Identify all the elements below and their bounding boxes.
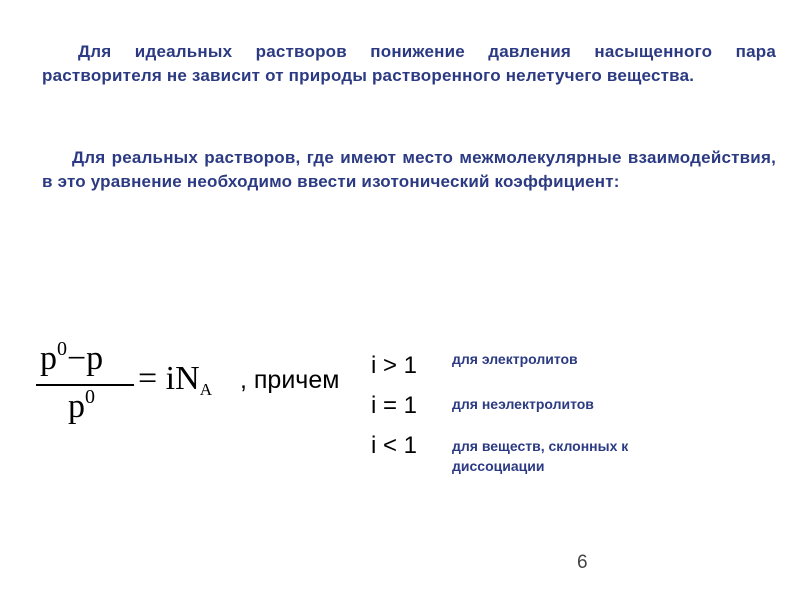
page-number: 6 (577, 552, 588, 573)
formula-numerator: $p^0-p$ (40, 338, 104, 377)
formula-connector: , причем (240, 366, 340, 394)
condition-expr-2: i = 1 (371, 392, 418, 419)
paragraph-ideal-solutions: Для идеальных растворов понижение давления насыщенного пара растворителя не зависит от природы растворенного нелетучего вещества. (42, 42, 776, 85)
formula-rhs: = $iN_A$ (138, 360, 212, 399)
condition-expr-3: i < 1 (371, 432, 418, 459)
condition-note-3: для веществ, склонных к диссоциации (452, 438, 629, 474)
condition-note-2: для неэлектролитов (452, 396, 594, 412)
paragraph-real-solutions: Для реальных растворов, где имеют место межмолекулярные взаимодействия, в это уравнение необходимо ввести изотонический коэффициент: (42, 148, 776, 191)
condition-note-1: для электролитов (452, 351, 578, 367)
condition-expr-1: i > 1 (371, 352, 418, 379)
formula-denominator: $p^0$ (68, 386, 95, 425)
